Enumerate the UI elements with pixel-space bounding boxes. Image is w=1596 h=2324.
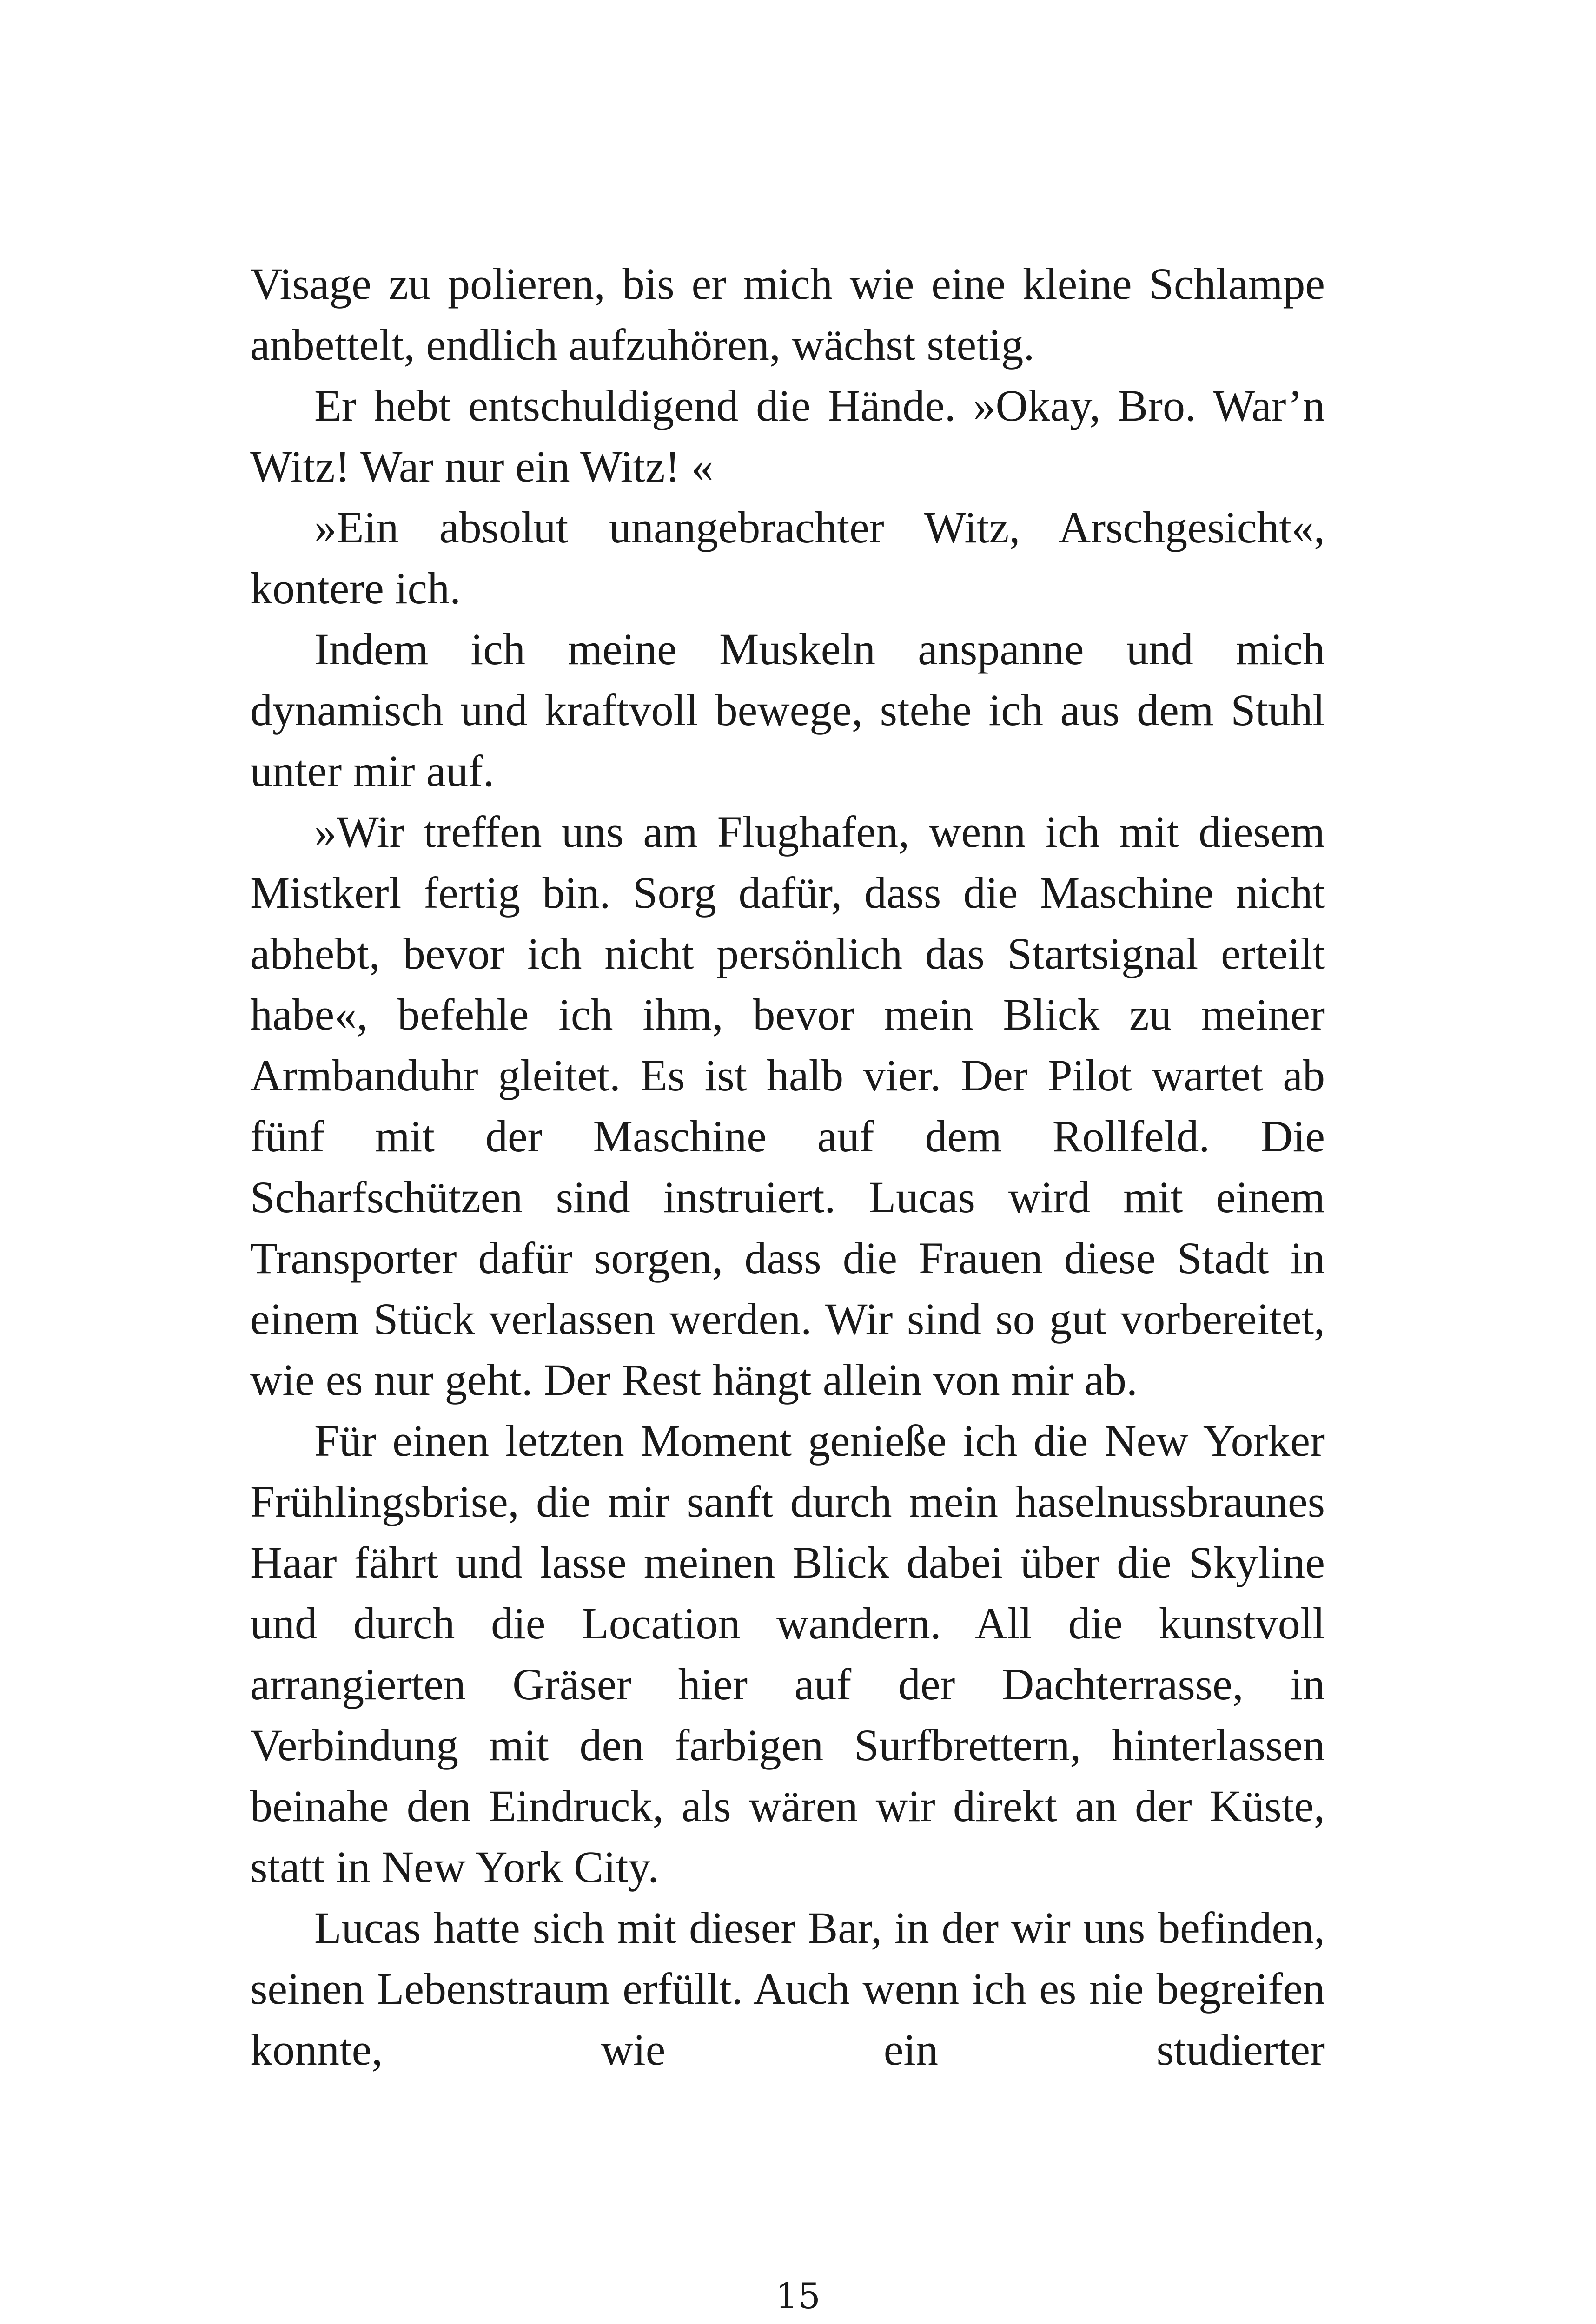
page-number: 15 — [775, 2275, 821, 2317]
paragraph-4: Indem ich meine Muskeln anspanne und mich dynamisch und kraftvoll bewege, stehe ich aus dem Stuhl unter mir auf. — [250, 624, 1325, 796]
body-text — [250, 253, 1325, 2080]
paragraph-6: Für einen letzten Moment genieße ich die New Yorker Frühlingsbrise, die mir sanft durch mein haselnussbraunes Haar fährt und lasse meinen Blick dabei über die Skyline und durch die Location wandern. All die kunstvoll arrangierten Gräser hier auf der Dachterrasse, in Verbindung mit den farbigen Surfbrettern, hinterlassen beinahe den Eindruck, als wären wir direkt an der Küste, statt in New York City. — [250, 1416, 1325, 1892]
paragraph-7: Lucas hatte sich mit dieser Bar, in der wir uns befinden, seinen Lebenstraum erfüllt. Auch wenn ich es nie begreifen konnte, wie ein studierter — [250, 1903, 1325, 2074]
paragraph-5: »Wir treffen uns am Flughafen, wenn ich mit diesem Mistkerl fertig bin. Sorg dafür, dass die Maschine nicht abhebt, bevor ich nicht persönlich das Startsignal erteilt habe«, befehle ich ihm, bevor mein Blick zu meiner Armbanduhr gleitet. Es ist halb vier. Der Pilot wartet ab fünf mit der Maschine auf dem Rollfeld. Die Scharfschützen sind instruiert. Lucas wird mit einem Transporter dafür sorgen, dass die Frauen diese Stadt in einem Stück verlassen werden. Wir sind so gut vorbereitet, wie es nur geht. Der Rest hängt allein von mir ab. — [250, 807, 1325, 1405]
paragraph-1: Visage zu polieren, bis er mich wie eine kleine Schlampe anbettelt, endlich aufzuhören, wächst stetig. — [250, 259, 1325, 370]
paragraph-3: »Ein absolut unangebrachter Witz, Arschgesicht«, kontere ich. — [250, 502, 1325, 613]
paragraph-2: Er hebt entschuldigend die Hände. »Okay, Bro. War’n Witz! War nur ein Witz! « — [250, 381, 1325, 491]
